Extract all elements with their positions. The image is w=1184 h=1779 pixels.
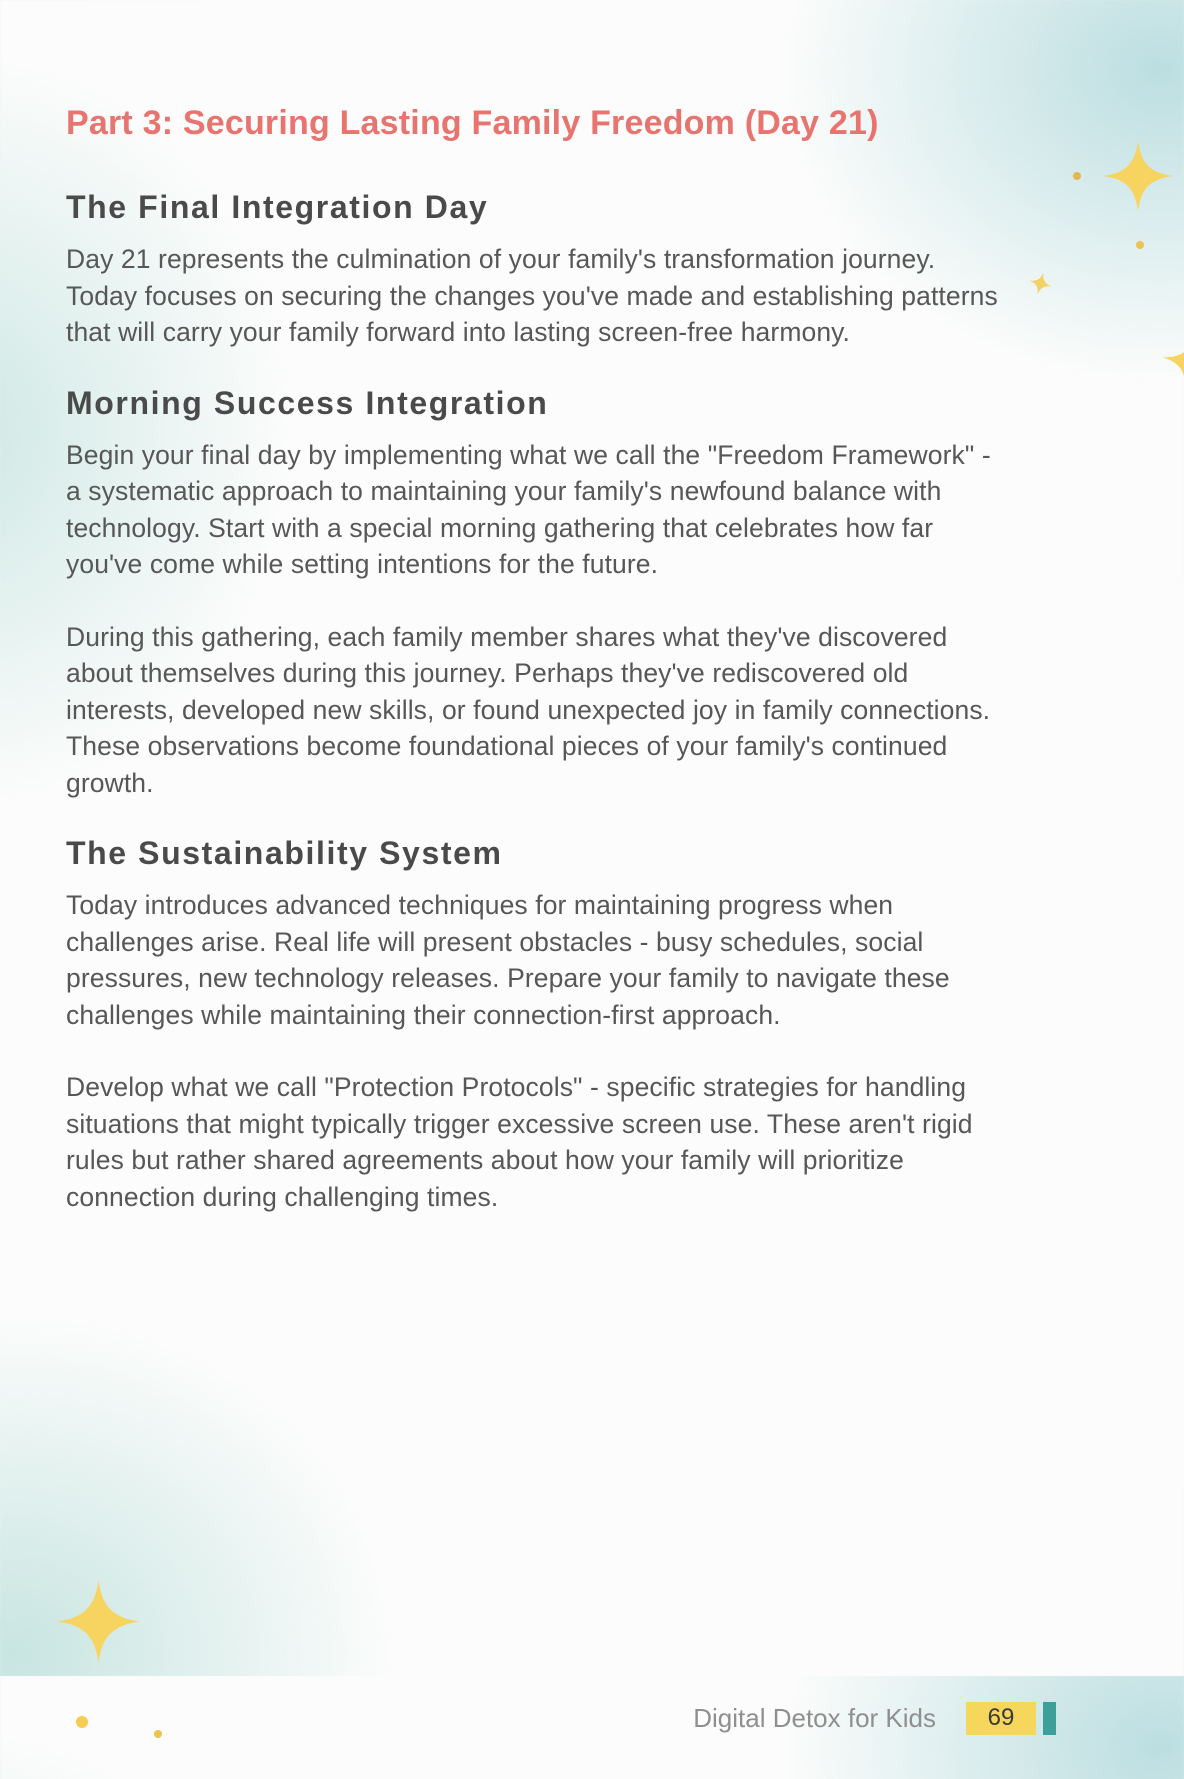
paragraph: Begin your final day by implementing what we call the "Freedom Framework" - a systematic approach to maintaining your family's newfound balance with technology. Start with a special morning gathering that celebrates how far you've come while setting intentions for the future.	[66, 439, 991, 579]
paragraph: Develop what we call "Protection Protocols" - specific strategies for handling situations that might typically trigger excessive screen use. These aren't rigid rules but rather shared agreements about how your family will prioritize connection during challenging times.	[66, 1072, 973, 1212]
paragraph: During this gathering, each family member shares what they've discovered about themselves during this journey. Perhaps they've rediscovered old interests, developed new skills, or found unexpected joy in family connections. These observations become foundational pieces of your family's continued growth.	[66, 621, 991, 798]
footer-accent-bar	[1043, 1702, 1056, 1735]
paragraph: Today introduces advanced techniques for maintaining progress when challenges arise. Real life will present obstacles - busy schedules, social pressures, new technology releases. Prepare your family to navigate these challenges while maintaining their connection-first approach.	[66, 890, 950, 1030]
sparkle-star-icon	[57, 1579, 140, 1664]
section-heading: The Sustainability System	[66, 835, 503, 871]
page-number-badge: 69	[966, 1702, 1036, 1735]
section-morning-success-integration	[66, 383, 1124, 802]
section-heading: Morning Success Integration	[66, 384, 549, 421]
section-heading: The Final Integration Day	[66, 189, 489, 225]
sparkle-dot-icon	[154, 1730, 162, 1738]
paragraph: Day 21 represents the culmination of your family's transformation journey. Today focuses on securing the changes you've made and establishing patterns that will carry your family forward into lasting screen-free harmony.	[66, 244, 998, 347]
section-sustainability-system	[66, 833, 1124, 1215]
document-page	[0, 103, 1184, 1215]
page-footer	[693, 1700, 1056, 1736]
sparkle-dot-icon	[76, 1716, 88, 1728]
footer-book-title: Digital Detox for Kids	[693, 1702, 936, 1733]
page-title: Part 3: Securing Lasting Family Freedom (Day 21)	[66, 104, 879, 142]
section-final-integration-day	[66, 187, 1124, 351]
